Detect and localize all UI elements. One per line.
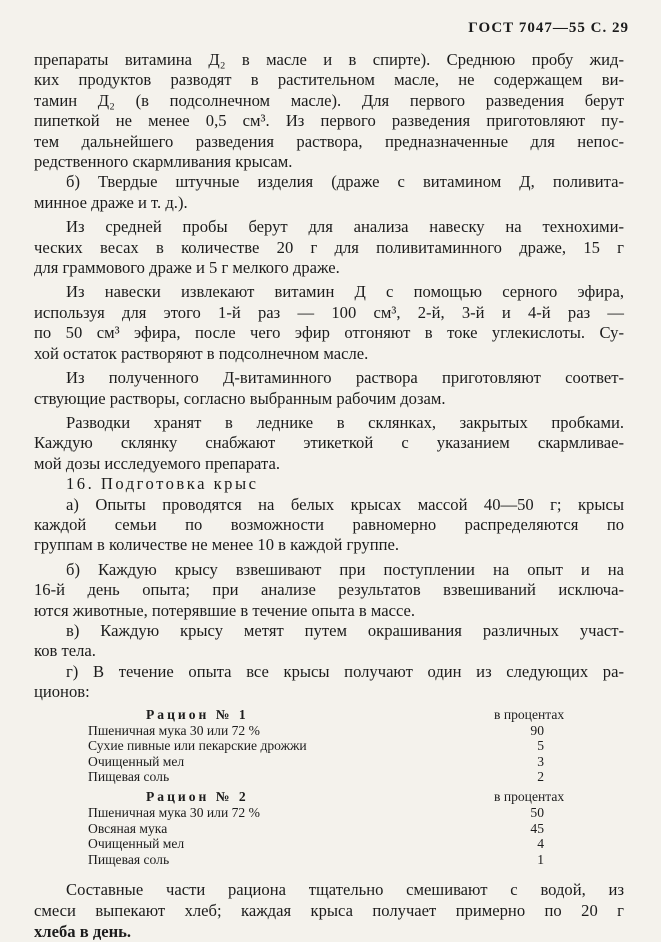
paragraph xyxy=(34,413,624,474)
ration-item-value: 2 xyxy=(537,769,544,785)
text-line: хлеба в день. xyxy=(34,922,132,942)
page-header: ГОСТ 7047—55 С. 29 xyxy=(468,20,629,36)
section-title: 16. Подготовка крыс xyxy=(66,474,259,494)
text-line: пипеткой не менее 0,5 см³. Из первого разведения приготовляют пу- xyxy=(34,111,624,131)
text-line: Каждую склянку снабжают этикеткой с указанием скармливае- xyxy=(34,433,624,453)
text-line: редственного скармливания крысам. xyxy=(34,152,293,172)
text-line: Из полученного Д-витаминного раствора приготовляют соответ- xyxy=(66,368,624,388)
ration-title: Рацион № 1 xyxy=(146,706,249,722)
ration-item-value: 45 xyxy=(530,820,544,836)
text-line: 16-й день опыта; при анализе результатов взвешиваний исключа- xyxy=(34,580,624,600)
ration-item-value: 3 xyxy=(537,753,544,769)
text-line: ков тела. xyxy=(34,641,96,661)
ration-row xyxy=(34,836,624,852)
text-line: г) В течение опыта все крысы получают один из следующих ра- xyxy=(66,661,624,681)
paragraph xyxy=(34,217,624,278)
text-line: препараты витамина Д₂ в масле и в спирте). Среднюю пробу жид- xyxy=(34,50,624,69)
ration-item-name: Пшеничная мука 30 или 72 % xyxy=(88,722,260,738)
ration-row xyxy=(34,754,624,770)
paragraph xyxy=(34,879,624,942)
ration-item-name: Очищенный мел xyxy=(88,836,185,852)
paragraph xyxy=(34,368,624,409)
ration-row xyxy=(34,723,624,739)
text-line: в) Каждую крысу метят путем окрашивания различных участ- xyxy=(66,620,624,640)
ration-item-value: 5 xyxy=(537,738,544,754)
text-line: мой дозы исследуемого препарата. xyxy=(34,453,280,473)
ration-item-value: 4 xyxy=(537,836,544,852)
ration-row xyxy=(34,738,624,754)
text-line: группам в количестве не менее 10 в каждой группе. xyxy=(34,535,399,555)
ration-row xyxy=(34,852,624,868)
text-line: тем дальнейшего разведения раствора, предназначенные для непос- xyxy=(34,131,624,151)
text-line: каждой семьи по возможности равномерно распределяются по xyxy=(34,514,624,534)
ration-item-value: 90 xyxy=(530,722,544,738)
ration-row xyxy=(34,769,624,785)
ration-item-value: 1 xyxy=(537,851,544,867)
ration-item-name: Овсяная мука xyxy=(88,820,168,836)
text-line: хой остаток растворяют в подсолнечном масле. xyxy=(34,343,369,363)
ration-row xyxy=(34,805,624,821)
paragraph xyxy=(34,282,624,364)
text-line: б) Твердые штучные изделия (драже с витамином Д, поливита- xyxy=(66,172,624,192)
ration-title: Рацион № 2 xyxy=(146,788,249,804)
paragraph xyxy=(34,50,624,172)
paragraph xyxy=(34,662,624,703)
ration-item-name: Очищенный мел xyxy=(88,753,185,769)
text-line: Разводки хранят в леднике в склянках, закрытых пробками. xyxy=(66,412,624,432)
ration-row xyxy=(34,821,624,837)
text-line: ционов: xyxy=(34,682,90,702)
text-line: ких продуктов разводят в растительном масле, не содержащем ви- xyxy=(34,70,624,90)
ration-item-name: Сухие пивные или пекарские дрожжи xyxy=(88,738,307,754)
text-line: Из навески извлекают витамин Д с помощью серного эфира, xyxy=(66,282,624,302)
ration-item-value: 50 xyxy=(530,804,544,820)
ration-item-name: Пищевая соль xyxy=(88,769,170,785)
body-text xyxy=(34,50,624,942)
text-line: ствующие растворы, согласно выбранным рабочим дозам. xyxy=(34,388,446,408)
text-line: ческих весах в количестве 20 г для поливитаминного драже, 15 г xyxy=(34,237,624,257)
ration-item-name: Пшеничная мука 30 или 72 % xyxy=(88,804,260,820)
text-line: Из средней пробы берут для анализа навеску на технохими- xyxy=(66,217,624,237)
paragraph xyxy=(34,621,624,662)
text-line: б) Каждую крысу взвешивают при поступлении на опыт и на xyxy=(66,559,624,579)
paragraph xyxy=(34,495,624,556)
text-line: по 50 см³ эфира, после чего эфир отгоняют в токе углекислоты. Су- xyxy=(34,323,624,343)
ration-unit: в процентах xyxy=(494,788,565,804)
text-line: смеси выпекают хлеб; каждая крыса получает примерно по 20 г xyxy=(34,901,624,921)
paragraph xyxy=(34,172,624,213)
text-line: ются животные, потерявшие в течение опыта в массе. xyxy=(34,600,416,620)
text-line: Составные части рациона тщательно смешивают с водой, из xyxy=(66,880,624,900)
text-line: для граммового драже и 5 г мелкого драже. xyxy=(34,258,340,278)
text-line: минное драже и т. д.). xyxy=(34,192,188,212)
text-line: а) Опыты проводятся на белых крысах массой 40—50 г; крысы xyxy=(66,494,624,514)
paragraph xyxy=(34,560,624,621)
text-line: используя для этого 1-й раз — 100 см³, 2-й, 3-й и 4-й раз — xyxy=(34,302,624,322)
text-line: тамин Д₂ (в подсолнечном масле). Для первого разведения берут xyxy=(34,90,624,110)
ration-table-2 xyxy=(34,789,624,867)
ration-item-name: Пищевая соль xyxy=(88,851,170,867)
ration-table-1 xyxy=(34,707,624,785)
ration-unit: в процентах xyxy=(494,706,565,722)
